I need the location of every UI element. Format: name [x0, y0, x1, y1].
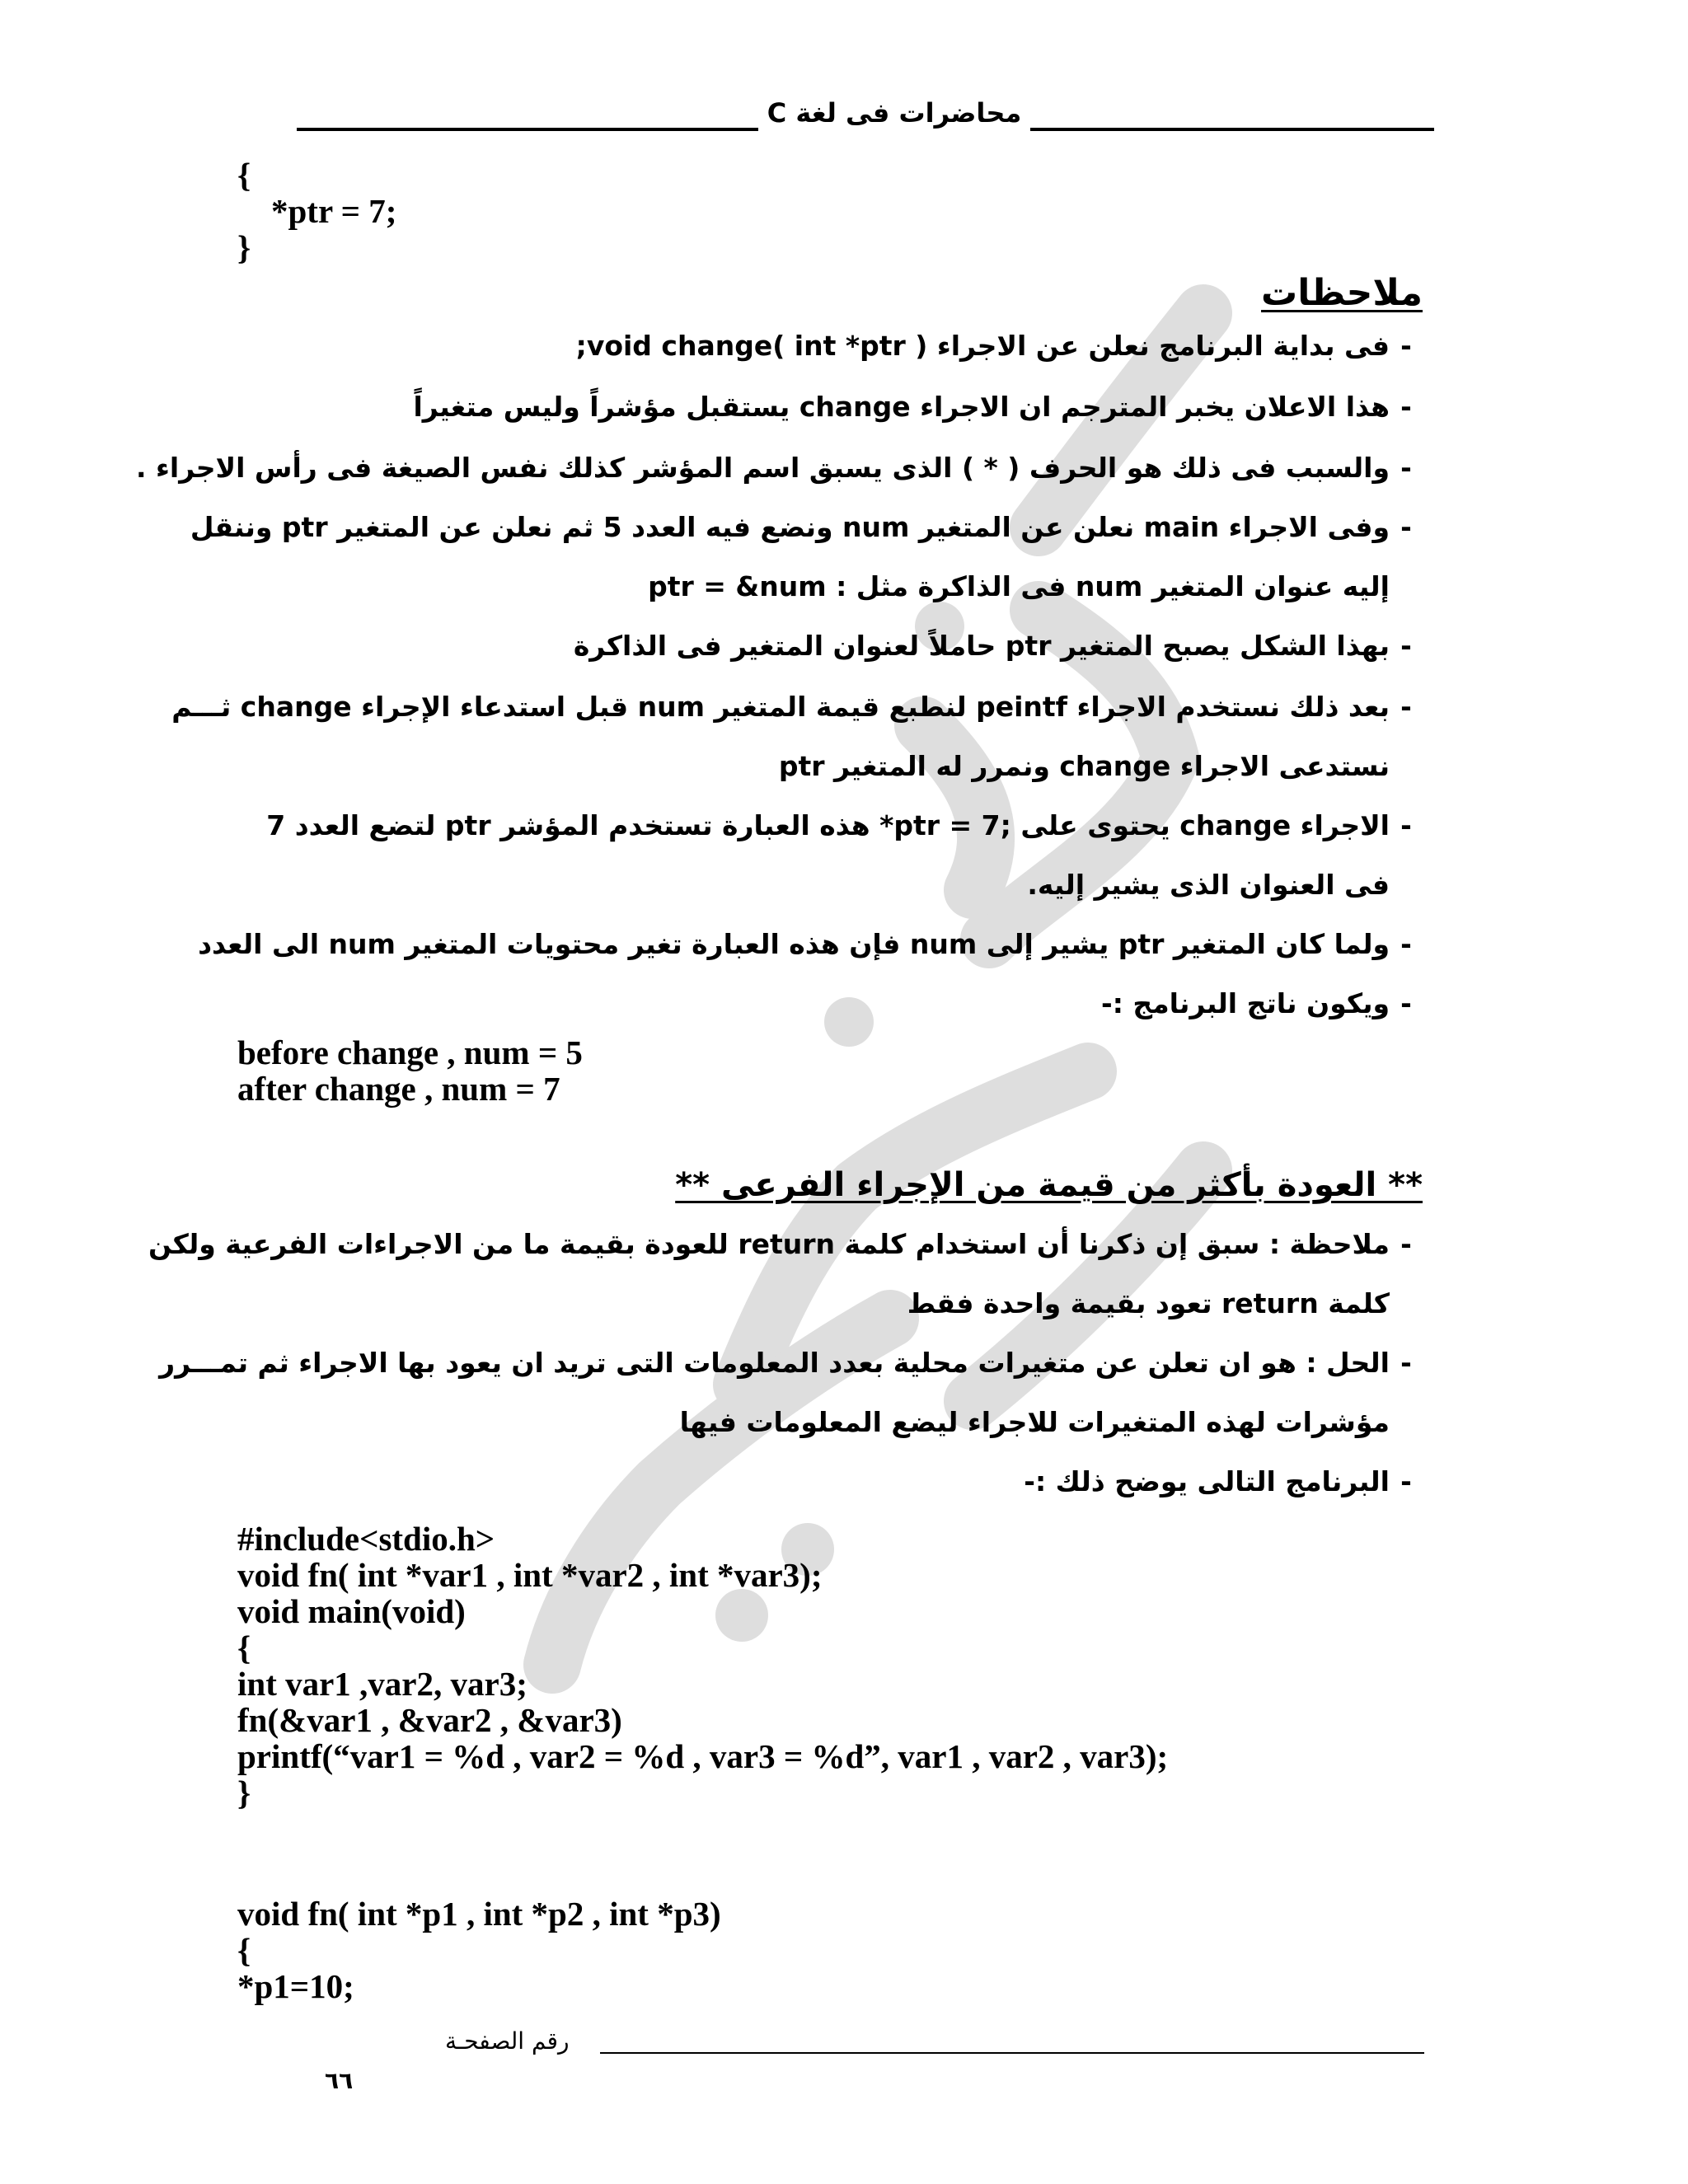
note-line [198, 926, 1423, 963]
note-text: ويكون ناتج البرنامج :- [1101, 987, 1390, 1019]
bullet-dash: - [1400, 1228, 1412, 1260]
return-note-line-continuation [680, 1404, 1390, 1441]
bullet-dash: - [1400, 1347, 1412, 1379]
note-line [136, 450, 1423, 486]
bullet-dash: - [1400, 330, 1412, 362]
note-line [171, 689, 1423, 725]
bullet-dash: - [1400, 987, 1412, 1019]
code-program-listing: #include<stdio.h> void fn( int *var1 , int *var2 , int *var3); void main(void) { int var1 ,var2, var3; fn(&var1 , &var2 , &var3) printf(“var1 = %d , var2 = %d , var3 = %d”, var1 , var2 , var3); } [237, 1520, 1169, 1811]
notes-heading: ملاحظات [1261, 272, 1423, 314]
header-rule-left [297, 128, 758, 131]
code-snippet-top: { *ptr = 7; } [237, 156, 397, 266]
return-note-line-continuation [907, 1286, 1390, 1322]
note-text: ولما كان المتغير ptr يشير إلى num فإن هذه العبارة تغير محتويات المتغير num الى العدد [198, 928, 1390, 960]
bullet-dash: - [1400, 1465, 1412, 1497]
note-text: إليه عنوان المتغير num فى الذاكرة مثل : ptr = &num [648, 570, 1390, 602]
note-line-continuation [648, 569, 1390, 605]
bullet-dash: - [1400, 452, 1412, 484]
note-text: فى بداية البرنامج نعلن عن الاجراء void change( int *ptr ); [575, 330, 1390, 362]
note-line-continuation [1027, 867, 1390, 903]
note-text: مؤشرات لهذه المتغيرات للاجراء ليضع المعلومات فيها [679, 1406, 1390, 1438]
note-text: البرنامج التالى يوضح ذلك :- [1024, 1465, 1390, 1497]
page-header-title: محاضرات فى لغة C [767, 97, 1022, 129]
note-text: وفى الاجراء main نعلن عن المتغير num ونضع فيه العدد 5 ثم نعلن عن المتغير ptr وننقل [190, 511, 1390, 543]
note-line [576, 328, 1423, 364]
note-line [190, 509, 1423, 546]
page-number: ٦٦ [325, 2067, 354, 2094]
footer-rule [600, 2052, 1424, 2054]
note-line [413, 389, 1423, 425]
bullet-dash: - [1400, 630, 1412, 662]
bullet-dash: - [1400, 691, 1412, 723]
code-function-listing: void fn( int *p1 , int *p2 , int *p3) { *p1=10; [237, 1895, 721, 2005]
note-line [1101, 986, 1423, 1022]
bullet-dash: - [1400, 391, 1412, 423]
note-text: بهذا الشكل يصبح المتغير ptr حاملاً لعنوان المتغير فى الذاكرة [573, 630, 1390, 662]
note-line [574, 628, 1423, 664]
note-text: نستدعى الاجراء change ونمرر له المتغير ptr [778, 750, 1390, 782]
note-text: بعد ذلك نستخدم الاجراء peintf لنطبع قيمة المتغير num قبل استدعاء الإجراء change ثـــم [171, 691, 1390, 723]
return-section-heading: ** العودة بأكثر من قيمة من الإجراء الفرعى ** [675, 1166, 1423, 1204]
program-output: before change , num = 5 after change , num = 7 [237, 1033, 583, 1108]
return-note-line [1024, 1464, 1423, 1500]
note-line [266, 808, 1423, 844]
footer-page-label: رقم الصفحـة [445, 2027, 570, 2055]
bullet-dash: - [1400, 511, 1412, 543]
header-rule-right [1030, 128, 1434, 131]
note-text: هذا الاعلان يخبر المترجم ان الاجراء change يستقبل مؤشراً وليس متغيراً [413, 391, 1390, 423]
bullet-dash: - [1400, 928, 1412, 960]
return-note-line [159, 1345, 1423, 1381]
note-text: والسبب فى ذلك هو الحرف ( * ) الذى يسبق اسم المؤشر كذلك نفس الصيغة فى رأس الاجراء . [136, 452, 1390, 484]
note-text: كلمة return تعود بقيمة واحدة فقط [907, 1287, 1390, 1319]
note-text: الحل : هو ان تعلن عن متغيرات محلية بعدد المعلومات التى تريد ان يعود بها الاجراء ثم تمـــرر [159, 1347, 1390, 1379]
return-note-line [148, 1226, 1423, 1263]
note-text: ملاحظة : سبق إن ذكرنا أن استخدام كلمة return للعودة بقيمة ما من الاجراءات الفرعية ولكن [148, 1228, 1390, 1260]
note-text: الاجراء change يحتوى على ;7 = ptr* هذه العبارة تستخدم المؤشر ptr لتضع العدد 7 [266, 809, 1390, 841]
note-text: فى العنوان الذى يشير إليه. [1027, 869, 1390, 901]
bullet-dash: - [1400, 809, 1412, 841]
note-line-continuation [779, 748, 1390, 785]
